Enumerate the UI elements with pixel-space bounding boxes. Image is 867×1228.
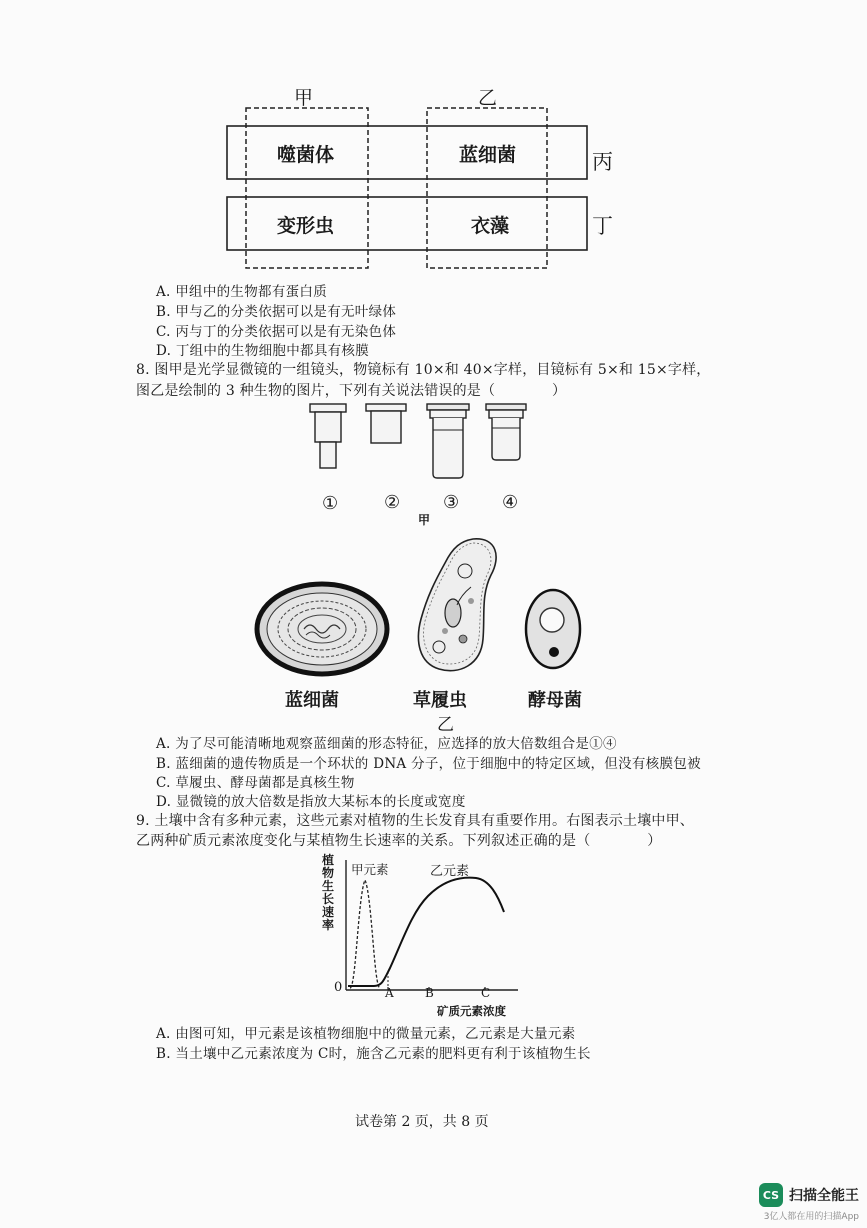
watermark-subtitle: 3亿人都在用的扫描App [763,1212,859,1222]
series-jia-curve [350,880,380,988]
q8-option-a: A. 为了尽可能清晰地观察蓝细菌的形态特征，应选择的放大倍数组合是①④ [156,736,617,752]
yeast-icon [525,588,585,678]
chart-x-label: 矿质元素浓度 [437,1004,506,1018]
organism-label-cyanobacteria: 蓝细菌 [285,690,339,711]
cell-cyanobacteria: 蓝细菌 [459,144,517,166]
q7-frame-lines [0,0,867,280]
eyepiece-1-icon [309,404,359,474]
objective-4-icon [486,404,536,474]
lens-number-1: ① [322,493,339,514]
cell-chlamydomonas: 衣藻 [471,215,510,237]
q7-option-a: A. 甲组中的生物都有蛋白质 [156,284,328,300]
q8-stem-line1: 8. 图甲是光学显微镜的一组镜头，物镜标有 10×和 40×字样，目镜标有 5×和 15×字样， [136,362,711,378]
tick-label-c: C [481,986,491,1000]
q9-stem-line1: 9. 土壤中含有多种元素，这些元素对植物的生长发育具有重要作用。右图表示土壤中甲、 [136,813,695,829]
q9-option-a: A. 由图可知，甲元素是该植物细胞中的微量元素，乙元素是大量元素 [156,1026,576,1042]
q9-option-b: B. 当土壤中乙元素浓度为 C时，施含乙元素的肥料更有利于该植物生长 [156,1046,591,1062]
camscanner-logo-icon: CS [759,1183,783,1207]
watermark-name: 扫描全能王 [789,1188,859,1204]
cell-phage: 噬菌体 [277,144,335,166]
q7-option-b: B. 甲与乙的分类依据可以是有无叶绿体 [156,304,397,320]
tick-label-b: B [425,986,434,1000]
figure-a-label: 甲 [418,513,431,527]
q8-stem-line2: 图乙是绘制的 3 种生物的图片，下列有关说法错误的是（ ） [136,383,567,399]
scanner-watermark [759,1183,859,1222]
q8-option-b: B. 蓝细菌的遗传物质是一个环状的 DNA 分子，位于细胞中的特定区域，但没有核膜包被 [156,756,701,772]
q7-option-c: C. 丙与丁的分类依据可以是有无染色体 [156,324,397,340]
lens-number-3: ③ [443,492,460,513]
group-label-bing: 丙 [592,150,613,174]
figure-b-label: 乙 [437,715,454,735]
group-label-jia: 甲 [294,87,314,109]
series-label-yi: 乙元素 [430,864,470,879]
cell-amoeba: 变形虫 [277,215,335,237]
lens-number-4: ④ [502,492,519,513]
organism-label-yeast: 酵母菌 [528,690,582,711]
group-label-ding: 丁 [592,214,613,238]
lens-number-2: ② [384,492,401,513]
chart-origin: 0 [334,980,343,995]
organism-label-paramecium: 草履虫 [413,690,467,711]
q8-option-d: D. 显微镜的放大倍数是指放大某标本的长度或宽度 [156,794,466,810]
series-label-jia: 甲元素 [351,862,389,877]
tick-label-a: A [385,986,394,1000]
objective-3-icon [427,404,477,484]
cyanobacteria-icon [256,582,396,682]
paramecium-icon [413,535,503,685]
eyepiece-2-icon [366,404,416,449]
chart-y-label: 植物生长速率 [322,853,335,932]
group-label-yi: 乙 [478,87,498,109]
q8-option-c: C. 草履虫、酵母菌都是真核生物 [156,775,355,791]
q7-option-d: D. 丁组中的生物细胞中都具有核膜 [156,343,370,359]
q9-stem-line2: 乙两种矿质元素浓度变化与某植物生长速率的关系。下列叙述正确的是（ ） [136,833,662,849]
series-yi-curve [348,878,504,986]
page-footer: 试卷第 2 页，共 8 页 [355,1114,489,1130]
